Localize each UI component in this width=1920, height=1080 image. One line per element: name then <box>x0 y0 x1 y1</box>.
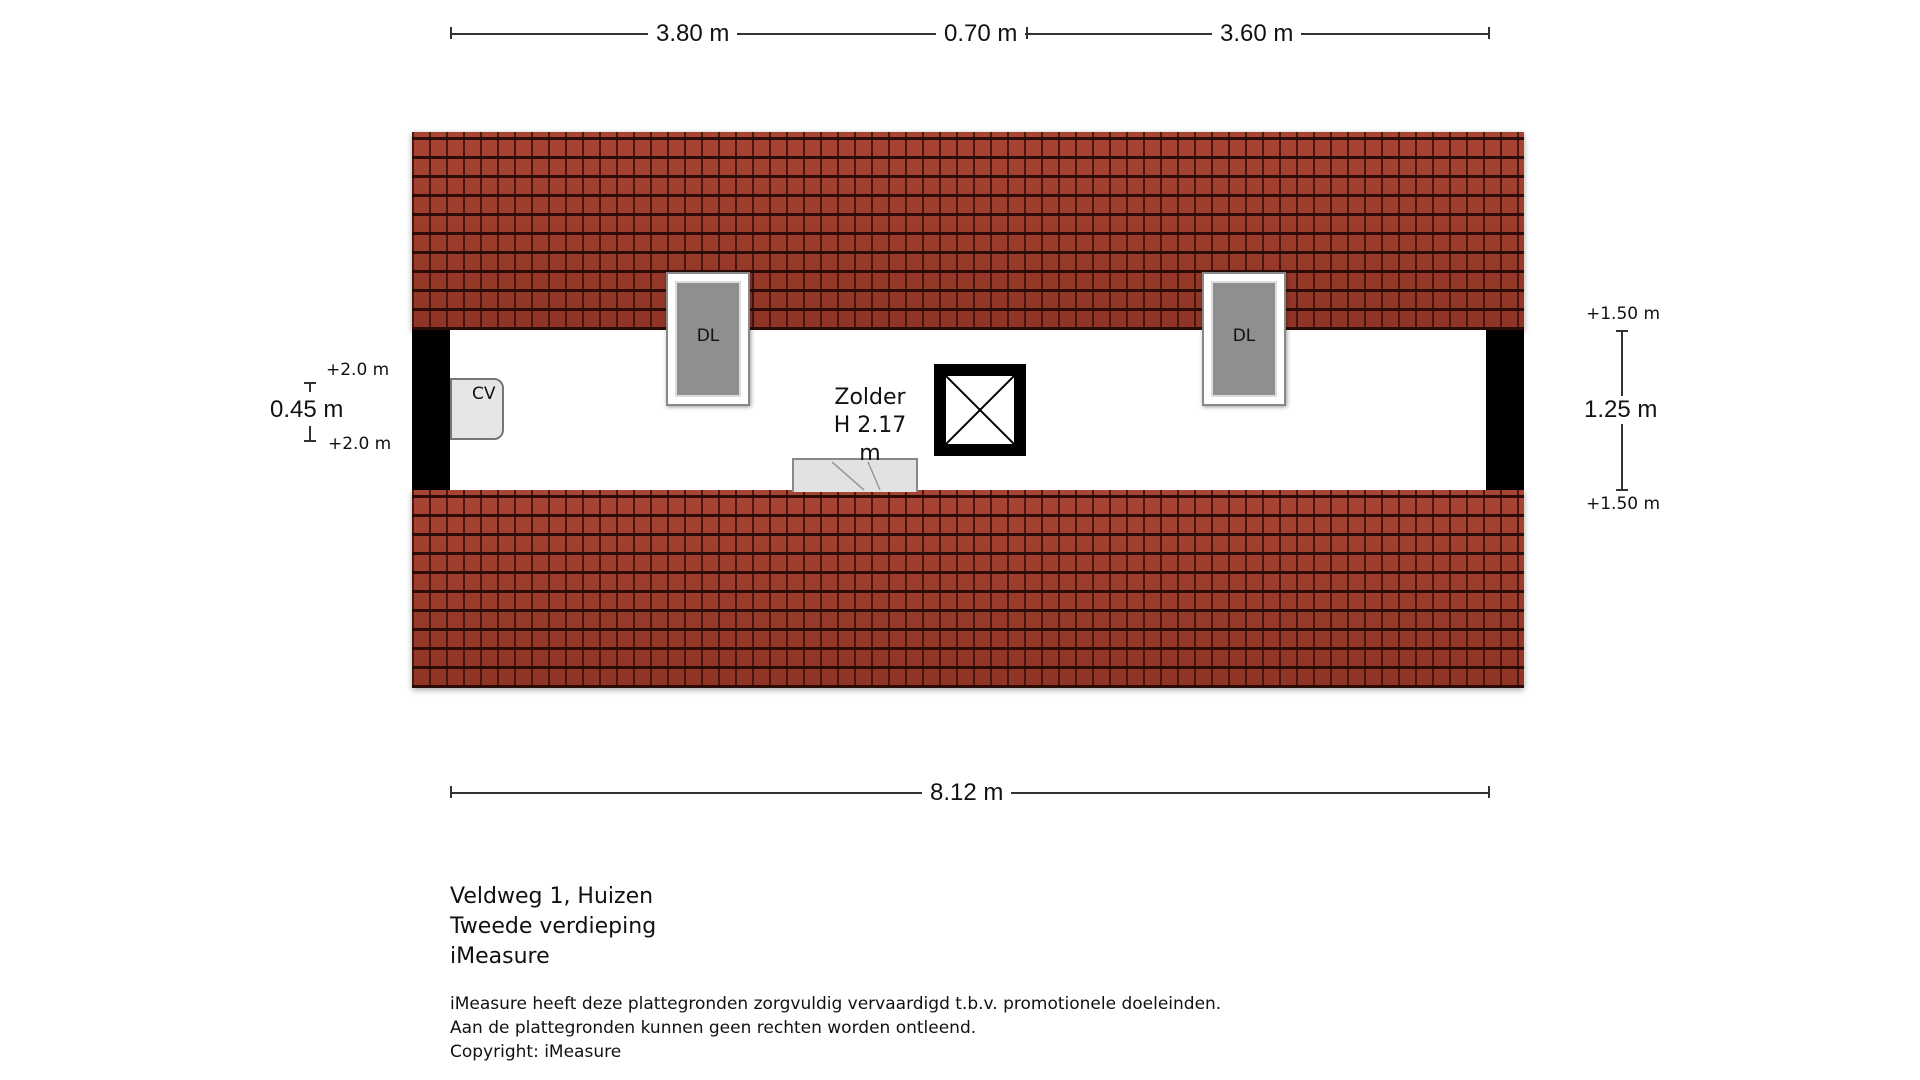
room-name: Zolder <box>834 385 906 410</box>
left-dimension-upper: +2.0 m <box>326 360 390 380</box>
bottom-dimension-tick-start <box>450 786 452 798</box>
left-dimension-line-top <box>309 382 311 392</box>
right-dimension-lower: +1.50 m <box>1586 494 1661 514</box>
bottom-dimension-value: 8.12 m <box>922 779 1011 807</box>
top-dimension-tick-end <box>1488 27 1490 39</box>
room-height: H 2.17 m <box>833 413 907 466</box>
attic-hatch <box>934 364 1026 456</box>
left-dimension-lower: +2.0 m <box>328 434 392 454</box>
boiler <box>450 378 504 440</box>
wall-right <box>1486 330 1524 490</box>
left-dimension-line-bottom <box>309 426 311 440</box>
footer-copyright: Copyright: iMeasure <box>450 1042 622 1062</box>
top-dimension-2: 0.70 m <box>936 20 1025 48</box>
right-dimension-upper: +1.50 m <box>1586 304 1661 324</box>
boiler-label: CV <box>472 384 496 404</box>
roof-tiles-top <box>412 132 1524 330</box>
roof-tiles-bottom <box>412 490 1524 688</box>
top-dimension-tick-start <box>450 27 452 39</box>
skylight-left-label: DL <box>696 326 720 346</box>
skylight-right <box>1202 272 1286 406</box>
footer-disclaimer-2: Aan de plattegronden kunnen geen rechten worden ontleend. <box>450 1018 977 1038</box>
left-dimension-value: 0.45 m <box>264 396 349 424</box>
footer-address: Veldweg 1, Huizen <box>450 884 654 909</box>
right-dimension-value: 1.25 m <box>1580 396 1661 424</box>
wall-left <box>412 330 450 490</box>
attic-hatch-cross-icon <box>946 376 1014 444</box>
right-dimension-tick-bottom <box>1616 489 1628 491</box>
skylight-right-label: DL <box>1232 326 1256 346</box>
attic-hatch-inner <box>946 376 1014 444</box>
footer-company: iMeasure <box>450 944 550 969</box>
room-label <box>820 384 920 468</box>
top-dimension-1: 3.80 m <box>648 20 737 48</box>
left-dimension-tick-bottom <box>304 440 316 442</box>
top-dimension-tick-mid2 <box>1026 27 1028 39</box>
bottom-dimension-tick-end <box>1488 786 1490 798</box>
top-dimension-3: 3.60 m <box>1212 20 1301 48</box>
footer-floor: Tweede verdieping <box>450 914 657 939</box>
footer-disclaimer-1: iMeasure heeft deze plattegronden zorgvuldig vervaardigd t.b.v. promotionele doeleinden. <box>450 994 1222 1014</box>
skylight-left <box>666 272 750 406</box>
